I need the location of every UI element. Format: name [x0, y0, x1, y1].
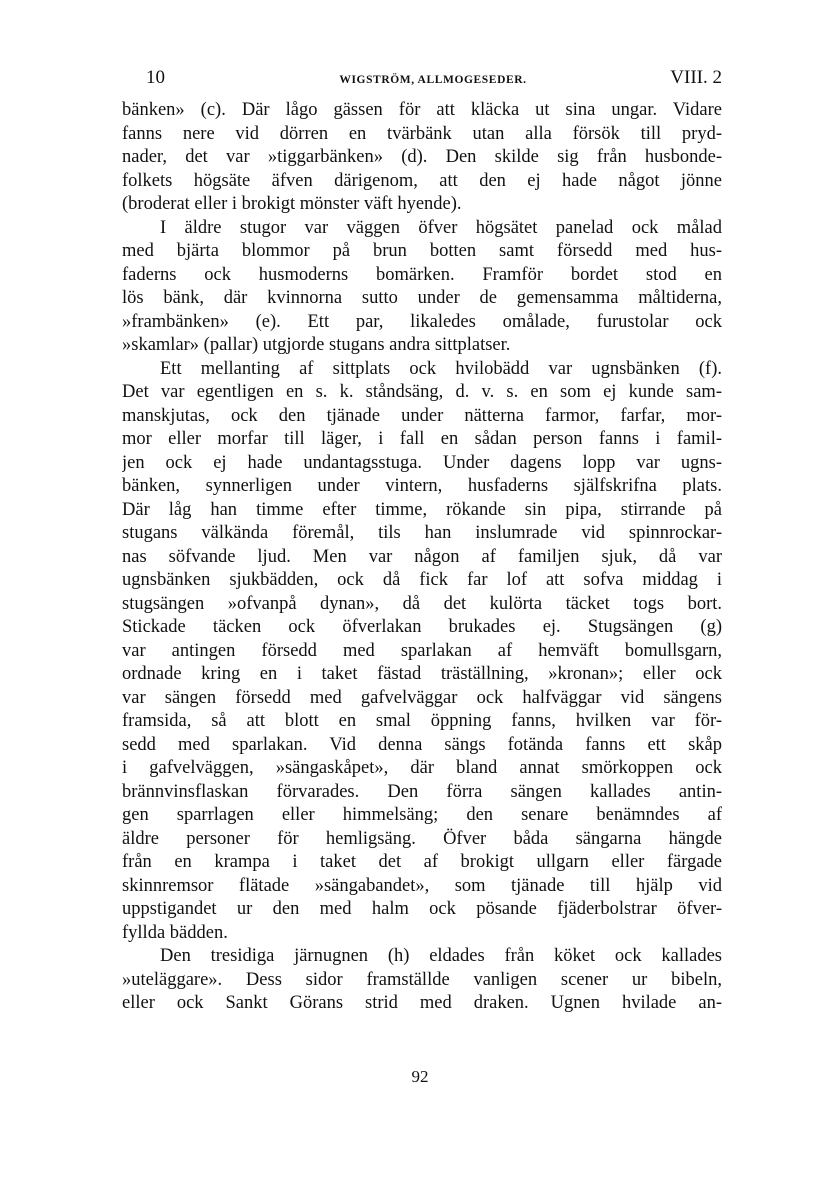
text-line: ugnsbänken sjukbädden, ock då fick far lof att sofva middag i [122, 570, 722, 590]
text-line: »frambänken» (e). Ett par, likaledes omålade, furustolar ock [122, 311, 722, 332]
text-line: folkets högsäte äfven därigenom, att den ej hade något jönne [122, 170, 722, 191]
text-line: stugans välkända föremål, tils han inslumrade vid spinnrockar- [122, 523, 722, 543]
text-line: »skamlar» (pallar) utgjorde stugans andra sittplatser. [122, 335, 511, 355]
text-line: Där låg han timme efter timme, rökande sin pipa, stirrande på [122, 499, 722, 520]
text-line: var antingen försedd med sparlakan af hemväft bomullsgarn, [122, 640, 722, 661]
text-line: Den tresidiga järnugnen (h) eldades från köket ock kallades [160, 946, 722, 966]
text-line: mor eller morfar till läger, i fall en sådan person fanns i famil- [122, 429, 722, 449]
text-line: Det var egentligen en s. k. ståndsäng, d. v. s. en som ej kunde sam- [122, 382, 722, 402]
text-line: nader, det var »tiggarbänken» (d). Den skilde sig från husbonde- [122, 147, 722, 167]
text-line: var sängen försedd med gafvelväggar ock halfväggar vid sängens [122, 687, 722, 708]
body-text [122, 99, 722, 1016]
text-line: äldre personer för hemligsäng. Öfver båda sängarna hängde [122, 828, 722, 849]
text-line: fyllda bädden. [122, 922, 228, 943]
text-line: med bjärta blommor på brun botten samt försedd med hus- [122, 241, 722, 261]
text-line: framsida, så att blott en smal öppning fanns, hvilken var för- [122, 711, 722, 731]
text-line: lös bänk, där kvinnorna sutto under de gemensamma måltiderna, [122, 288, 722, 308]
text-line: bänken» (c). Där lågo gässen för att kläcka ut sina ungar. Vidare [122, 100, 722, 120]
chapter-reference: VIII. 2 [670, 67, 722, 88]
footer-page-number: 92 [411, 1067, 429, 1086]
text-line: skinnremsor flätade »sängabandet», som tjänade till hjälp vid [122, 875, 722, 896]
text-line: faderns ock husmoderns bomärken. Framför bordet stod en [122, 264, 722, 285]
text-line: brännvinsflaskan förvarades. Den förra sängen kallades antin- [122, 781, 722, 802]
text-line: gen sparrlagen eller himmelsäng; den senare benämndes af [122, 805, 722, 825]
text-line: jen ock ej hade undantagsstuga. Under dagens lopp var ugns- [122, 452, 722, 473]
text-line: sedd med sparlakan. Vid denna sängs fotända fanns ett skåp [122, 734, 722, 755]
text-line: (broderat eller i brokigt mönster väft hyende). [122, 194, 462, 214]
text-line: i gafvelväggen, »sängaskåpet», där bland annat smörkoppen ock [122, 758, 722, 778]
text-line: bänken, synnerligen under vintern, husfaderns själfskrifna plats. [122, 476, 722, 496]
text-line: »uteläggare». Dess sidor framställde vanligen scener ur bibeln, [122, 969, 722, 990]
text-line: eller ock Sankt Görans strid med draken. Ugnen hvilade an- [122, 993, 722, 1013]
text-line: fanns nere vid dörren en tvärbänk utan alla försök till pryd- [122, 123, 722, 144]
text-line: I äldre stugor var väggen öfver högsätet panelad ock målad [160, 217, 722, 238]
text-line: från en krampa i taket det af brokigt ullgarn eller färgade [122, 852, 722, 872]
text-line: stugsängen »ofvanpå dynan», då det kulörta täcket togs bort. [122, 593, 722, 614]
running-title: WIGSTRÖM, ALLMOGESEDER. [339, 74, 527, 86]
text-line: nas söfvande ljud. Men var någon af familjen sjuk, då var [122, 546, 722, 567]
text-line: Ett mellanting af sittplats ock hvilobädd var ugnsbänken (f). [160, 358, 722, 379]
header-page-number: 10 [146, 67, 165, 88]
text-line: uppstigandet ur den med halm ock pösande fjäderbolstrar öfver- [122, 899, 722, 919]
running-head [144, 66, 722, 90]
text-line: Stickade täcken ock öfverlakan brukades ej. Stugsängen (g) [122, 617, 722, 637]
text-line: manskjutas, ock den tjänade under nätterna farmor, farfar, mor- [122, 405, 722, 426]
text-line: ordnade kring en i taket fästad träställning, »kronan»; eller ock [122, 664, 722, 684]
